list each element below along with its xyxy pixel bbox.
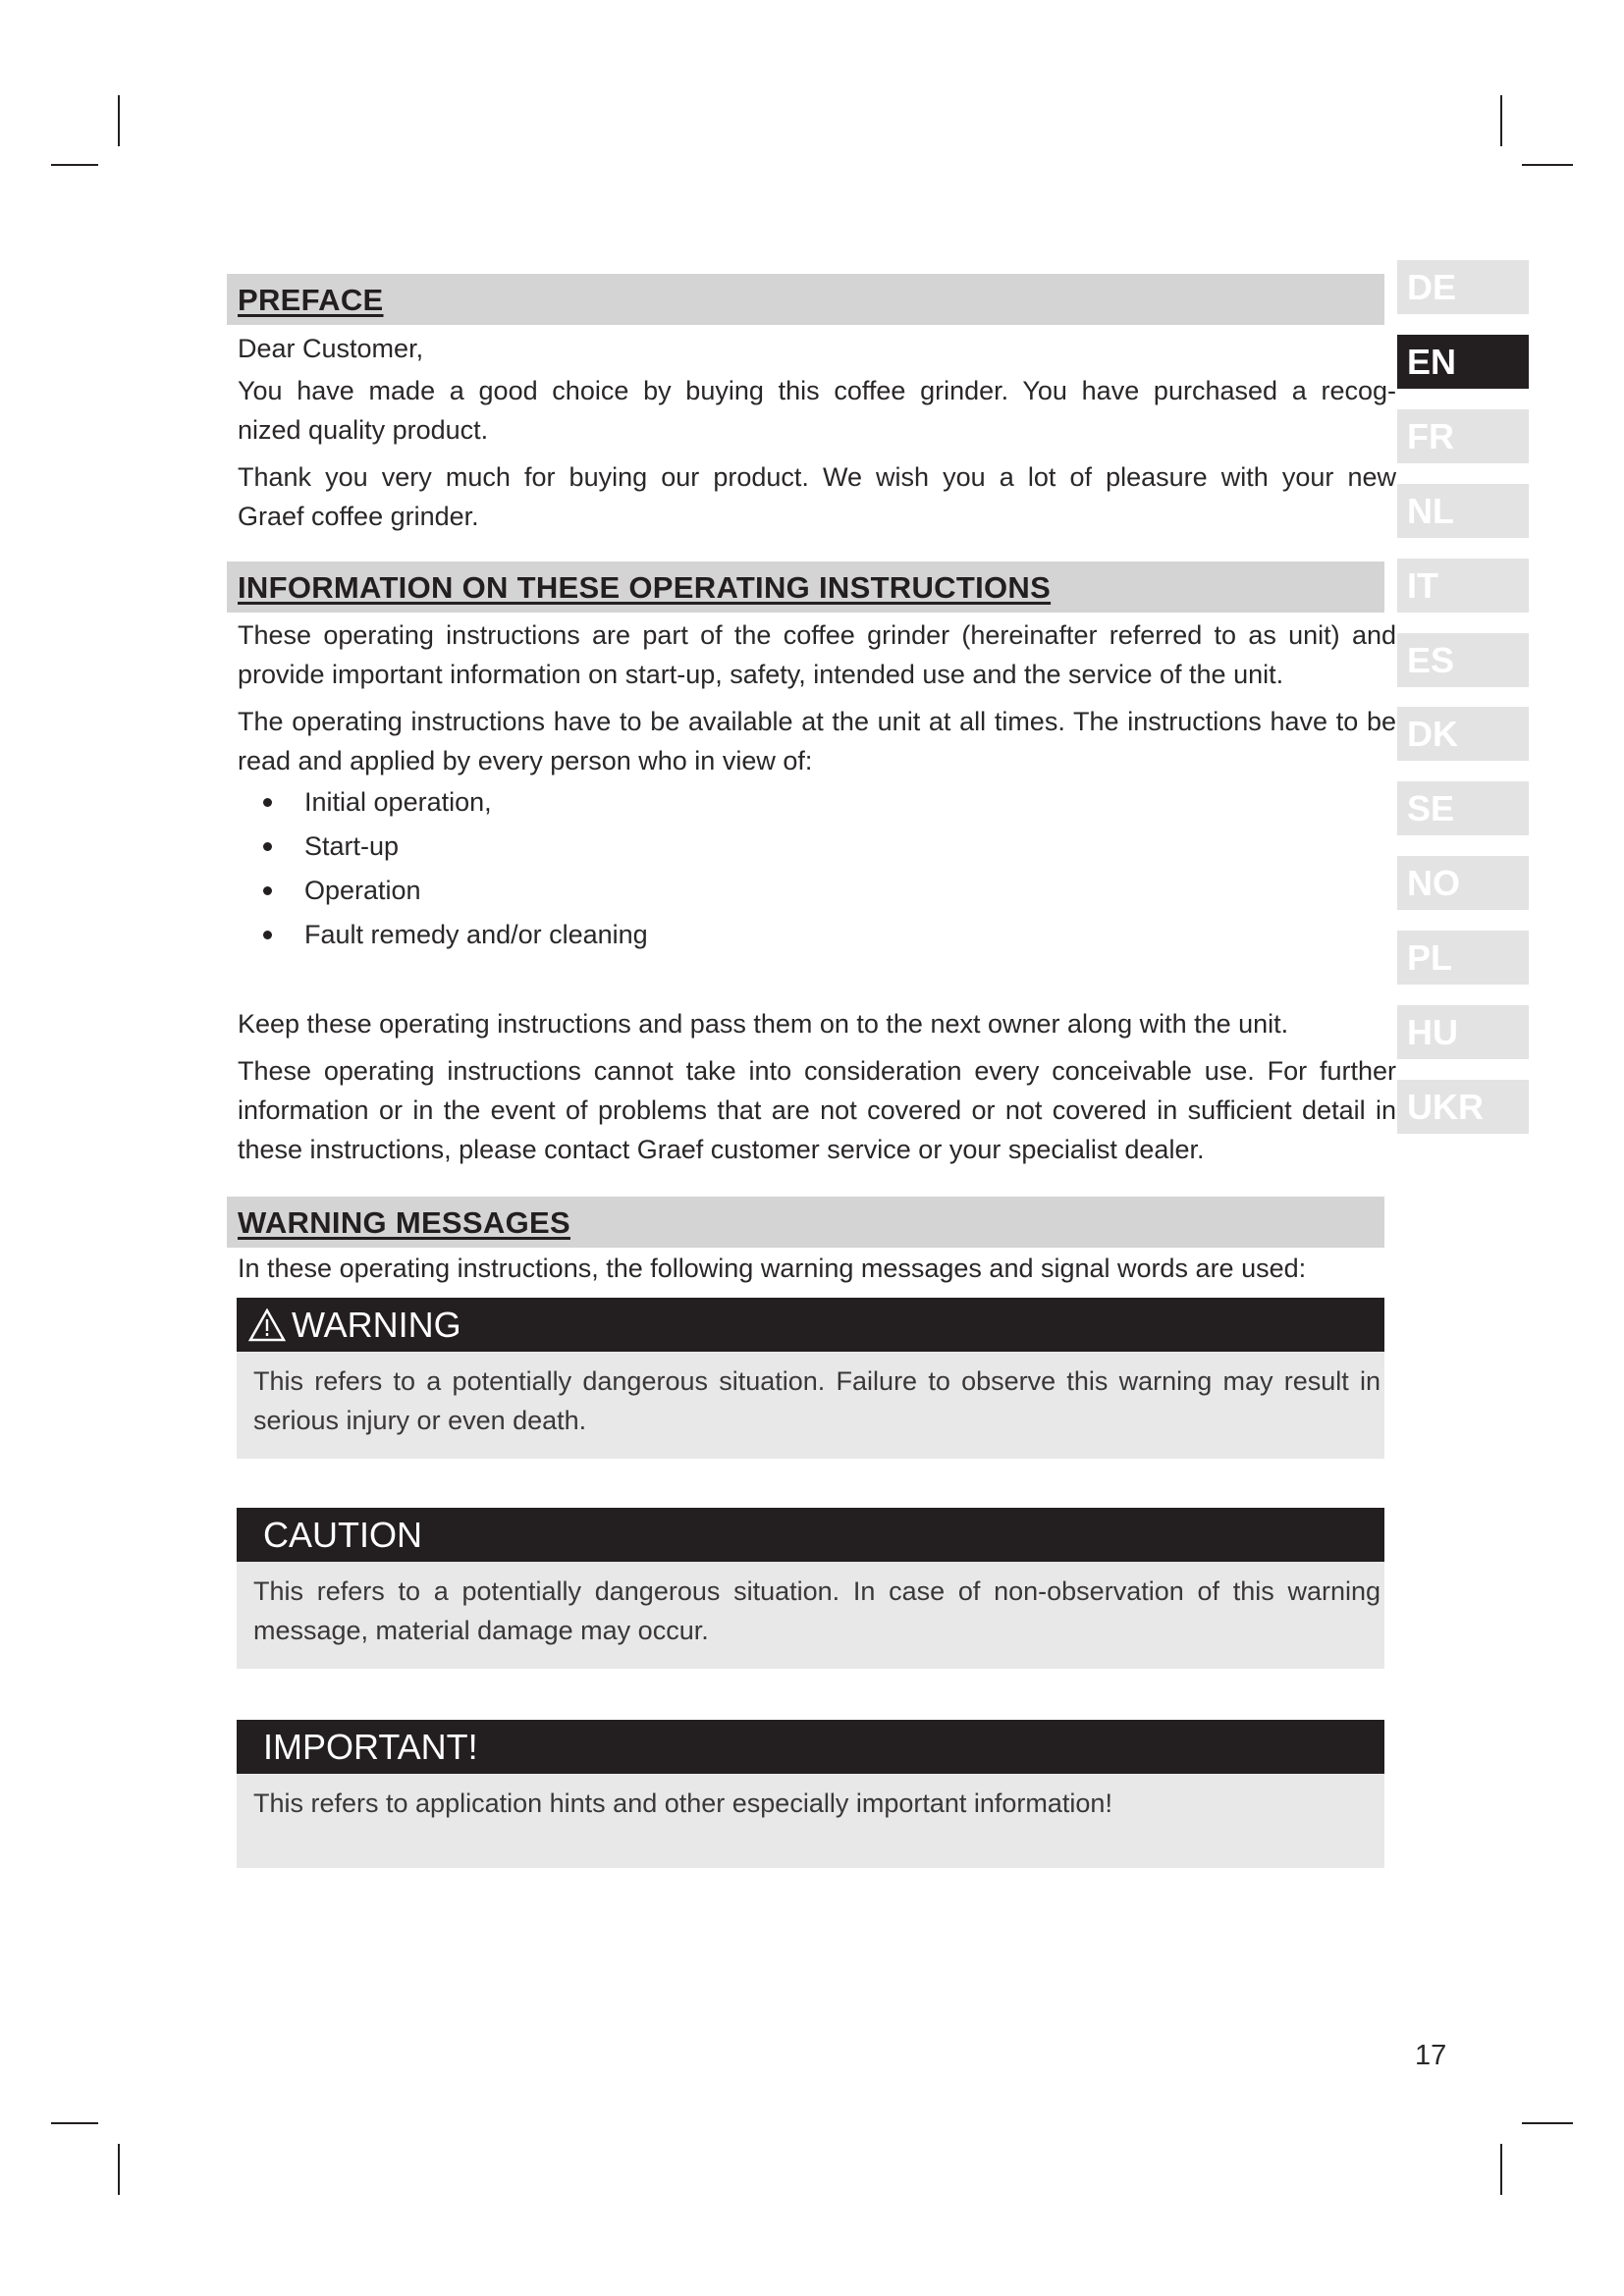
language-tab-no[interactable]: NO bbox=[1397, 856, 1529, 910]
crop-mark bbox=[1522, 164, 1573, 166]
language-tab-nl[interactable]: NL bbox=[1397, 484, 1529, 538]
section-header-warning-messages bbox=[227, 1197, 1384, 1248]
list-item bbox=[263, 869, 648, 913]
text-line: nized quality product. bbox=[238, 415, 489, 445]
warning-triangle-icon bbox=[248, 1308, 286, 1342]
crop-mark bbox=[1522, 2122, 1573, 2124]
text-line: This refers to a potentially dangerous situation. In case of non-observation of this warning bbox=[253, 1576, 1380, 1606]
paragraph bbox=[238, 1051, 1396, 1169]
text-line: Graef coffee grinder. bbox=[238, 502, 479, 531]
list-item-text: Operation bbox=[304, 876, 421, 905]
text-line: These operating instructions cannot take into consideration every conceivable use. For further bbox=[238, 1056, 1396, 1086]
crop-mark bbox=[51, 164, 98, 166]
notice-title: CAUTION bbox=[263, 1514, 422, 1555]
text-line: Keep these operating instructions and pass them on to the next owner along with the unit. bbox=[238, 1009, 1289, 1039]
paragraph bbox=[238, 702, 1396, 780]
text-line: This refers to application hints and other especially important information! bbox=[253, 1789, 1112, 1818]
page-number: 17 bbox=[1415, 2040, 1447, 2071]
notice-title-bar bbox=[237, 1508, 1384, 1562]
language-tab-pl[interactable]: PL bbox=[1397, 931, 1529, 985]
list-item bbox=[263, 825, 648, 869]
notice-warning bbox=[237, 1298, 1384, 1459]
notice-body bbox=[237, 1352, 1384, 1440]
text-line: This refers to a potentially dangerous situation. Failure to observe this warning may result in bbox=[253, 1366, 1380, 1396]
text-line: Dear Customer, bbox=[238, 334, 424, 363]
paragraph bbox=[238, 329, 1396, 368]
crop-mark bbox=[118, 2144, 120, 2195]
notice-title: WARNING bbox=[292, 1304, 461, 1345]
text-line: read and applied by every person who in view of: bbox=[238, 746, 813, 775]
text-line: provide important information on start-up, safety, intended use and the service of the unit. bbox=[238, 660, 1284, 689]
text-line: message, material damage may occur. bbox=[253, 1616, 709, 1645]
bullet-icon bbox=[263, 886, 272, 895]
notice-important bbox=[237, 1720, 1384, 1868]
list-item-text: Start-up bbox=[304, 831, 400, 861]
notice-title-bar bbox=[237, 1720, 1384, 1774]
list-item-text: Fault remedy and/or cleaning bbox=[304, 920, 648, 949]
paragraph bbox=[238, 1004, 1396, 1043]
text-line: These operating instructions are part of the coffee grinder (hereinafter referred to as unit) and bbox=[238, 620, 1396, 650]
section-header-preface bbox=[227, 274, 1384, 325]
crop-mark bbox=[1500, 2144, 1502, 2195]
intro-line: In these operating instructions, the following warning messages and signal words are used: bbox=[238, 1254, 1307, 1283]
language-tab-se[interactable]: SE bbox=[1397, 781, 1529, 835]
text-line: serious injury or even death. bbox=[253, 1406, 587, 1435]
language-tab-de[interactable]: DE bbox=[1397, 260, 1529, 314]
section-header-information bbox=[227, 561, 1384, 613]
paragraph bbox=[238, 457, 1396, 536]
notice-body bbox=[237, 1562, 1384, 1650]
text-line: You have made a good choice by buying this coffee grinder. You have purchased a recog- bbox=[238, 376, 1396, 405]
notice-body bbox=[237, 1774, 1384, 1823]
crop-mark bbox=[1500, 95, 1502, 146]
list-item-text: Initial operation, bbox=[304, 787, 492, 817]
paragraph bbox=[238, 371, 1396, 450]
list-item bbox=[263, 913, 648, 957]
notice-title: IMPORTANT! bbox=[263, 1726, 478, 1767]
section-heading: WARNING MESSAGES bbox=[238, 1205, 570, 1240]
section-heading: INFORMATION ON THESE OPERATING INSTRUCTIONS bbox=[238, 570, 1052, 605]
notice-caution bbox=[237, 1508, 1384, 1669]
bullet-icon bbox=[263, 931, 272, 939]
crop-mark bbox=[51, 2122, 98, 2124]
text-line: information or in the event of problems that are not covered or not covered in sufficient detail in bbox=[238, 1095, 1396, 1125]
text-line: Thank you very much for buying our product. We wish you a lot of pleasure with your new bbox=[238, 462, 1396, 492]
bullet-icon bbox=[263, 842, 272, 851]
bullet-list bbox=[263, 780, 648, 957]
section-heading: PREFACE bbox=[238, 283, 384, 317]
language-tab-it[interactable]: IT bbox=[1397, 559, 1529, 613]
language-tab-hu[interactable]: HU bbox=[1397, 1005, 1529, 1059]
crop-mark bbox=[118, 95, 120, 146]
paragraph bbox=[238, 615, 1396, 694]
language-tab-es[interactable]: ES bbox=[1397, 633, 1529, 687]
language-tab-en[interactable]: EN bbox=[1397, 335, 1529, 389]
language-tab-dk[interactable]: DK bbox=[1397, 707, 1529, 761]
bullet-icon bbox=[263, 798, 272, 807]
list-item bbox=[263, 780, 648, 825]
notice-title-bar bbox=[237, 1298, 1384, 1352]
intro-text bbox=[238, 1249, 1396, 1288]
text-line: The operating instructions have to be available at the unit at all times. The instructions have to be bbox=[238, 707, 1396, 736]
text-line: these instructions, please contact Graef customer service or your specialist dealer. bbox=[238, 1135, 1205, 1164]
language-tab-fr[interactable]: FR bbox=[1397, 409, 1529, 463]
language-tab-ukr[interactable]: UKR bbox=[1397, 1080, 1529, 1134]
